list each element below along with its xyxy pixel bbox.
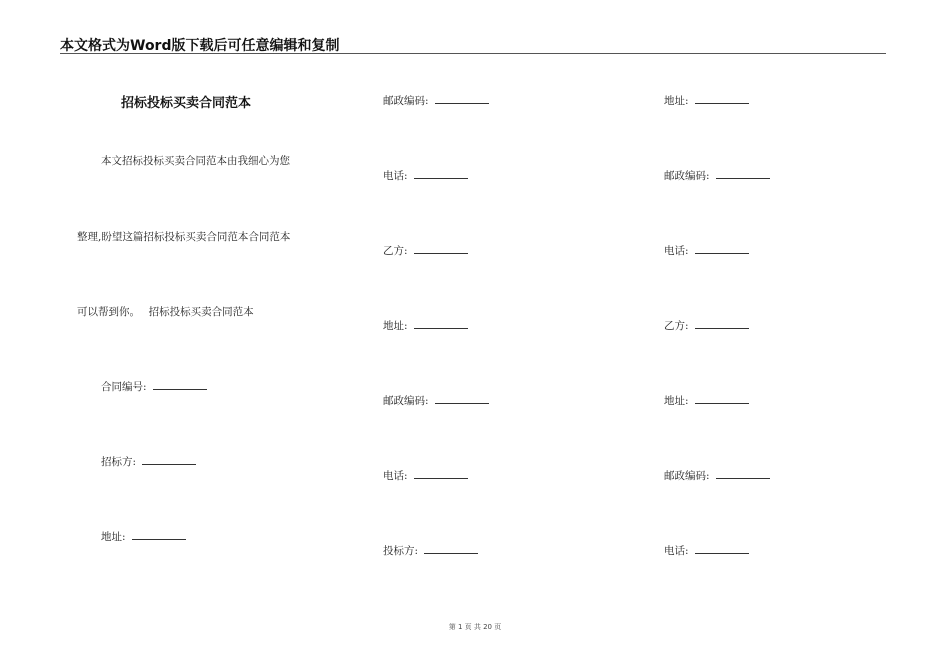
page-footer: 第 1 页 共 20 页 <box>448 623 502 631</box>
field-label: 地址: <box>383 320 408 332</box>
address-field <box>383 318 468 333</box>
field-label: 投标方: <box>383 545 419 557</box>
field-blank <box>142 463 196 465</box>
postal-code-field <box>383 393 489 408</box>
field-label: 合同编号: <box>101 381 147 393</box>
postal-code-field <box>383 93 489 108</box>
field-blank <box>414 252 468 254</box>
header-text: 本文格式为Word版下载后可任意编辑和复制 <box>60 38 340 54</box>
postal-code-field <box>664 468 770 483</box>
field-blank <box>695 327 749 329</box>
field-label: 地址: <box>664 395 689 407</box>
field-label: 乙方: <box>383 245 408 257</box>
document-title: 招标投标买卖合同范本 <box>121 96 252 111</box>
intro-line-3: 可以帮到你。 招标投标买卖合同范本 <box>77 306 254 318</box>
field-blank <box>424 552 478 554</box>
field-blank <box>414 177 468 179</box>
field-blank <box>132 538 186 540</box>
field-label: 电话: <box>383 470 408 482</box>
address-field <box>101 529 186 544</box>
field-blank <box>695 402 749 404</box>
tenderer-field <box>101 454 196 469</box>
party-b-field <box>664 318 749 333</box>
field-blank <box>414 477 468 479</box>
field-label: 乙方: <box>664 320 689 332</box>
field-label: 招标方: <box>101 456 137 468</box>
field-blank <box>695 102 749 104</box>
field-label: 邮政编码: <box>664 470 710 482</box>
phone-field <box>383 168 468 183</box>
field-blank <box>695 252 749 254</box>
field-label: 电话: <box>664 245 689 257</box>
phone-field <box>664 243 749 258</box>
phone-field <box>664 543 749 558</box>
intro-line-1: 本文招标投标买卖合同范本由我细心为您 <box>101 155 290 167</box>
postal-code-field <box>664 168 770 183</box>
field-label: 电话: <box>664 545 689 557</box>
bidder-field <box>383 543 478 558</box>
field-label: 地址: <box>664 95 689 107</box>
party-b-field <box>383 243 468 258</box>
page-header <box>60 33 886 54</box>
contract-number-field <box>101 379 207 394</box>
field-label: 邮政编码: <box>664 170 710 182</box>
address-field <box>664 393 749 408</box>
intro-line-2: 整理,盼望这篇招标投标买卖合同范本合同范本 <box>77 231 291 243</box>
field-blank <box>716 477 770 479</box>
field-label: 邮政编码: <box>383 395 429 407</box>
field-blank <box>153 388 207 390</box>
field-blank <box>414 327 468 329</box>
field-blank <box>695 552 749 554</box>
field-blank <box>435 102 489 104</box>
field-label: 邮政编码: <box>383 95 429 107</box>
address-field <box>664 93 749 108</box>
phone-field <box>383 468 468 483</box>
field-label: 地址: <box>101 531 126 543</box>
field-label: 电话: <box>383 170 408 182</box>
field-blank <box>435 402 489 404</box>
field-blank <box>716 177 770 179</box>
